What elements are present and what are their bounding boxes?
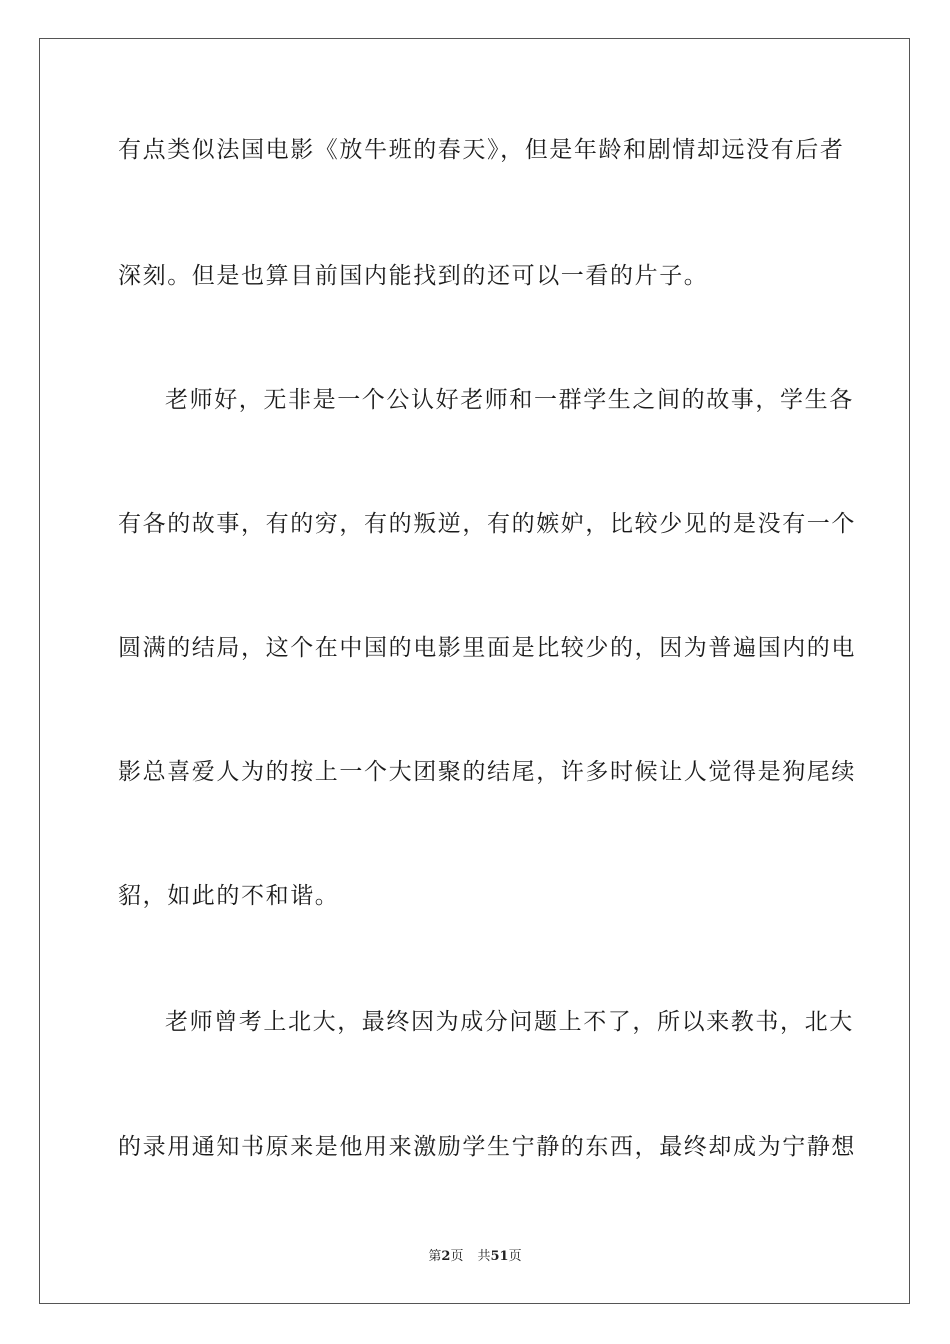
page-number: 2 xyxy=(441,1249,451,1264)
text-line-5: 圆满的结局，这个在中国的电影里面是比较少的，因为普遍国内的电 xyxy=(118,635,856,661)
page-prefix: 第 xyxy=(428,1249,442,1264)
total-suffix: 页 xyxy=(508,1249,522,1264)
page-footer xyxy=(0,1248,950,1266)
text-line-2: 深刻。但是也算目前国内能找到的还可以一看的片子。 xyxy=(118,263,709,289)
text-line-1: 有点类似法国电影《放牛班的春天》，但是年龄和剧情却远没有后者 xyxy=(118,137,845,163)
total-pages: 51 xyxy=(490,1249,509,1264)
text-line-9: 的录用通知书原来是他用来激励学生宁静的东西，最终却成为宁静想 xyxy=(118,1134,856,1160)
text-line-4: 有各的故事，有的穷，有的叛逆，有的嫉妒，比较少见的是没有一个 xyxy=(118,511,856,537)
text-line-6: 影总喜爱人为的按上一个大团聚的结尾，许多时候让人觉得是狗尾续 xyxy=(118,759,856,785)
text-line-7: 貂，如此的不和谐。 xyxy=(118,883,340,909)
text-line-8: 老师曾考上北大，最终因为成分问题上不了，所以来教书，北大 xyxy=(165,1009,854,1035)
total-prefix: 共 xyxy=(477,1249,491,1264)
text-line-3: 老师好，无非是一个公认好老师和一群学生之间的故事，学生各 xyxy=(165,387,854,413)
page-border xyxy=(39,38,910,1304)
page-suffix: 页 xyxy=(450,1249,464,1264)
